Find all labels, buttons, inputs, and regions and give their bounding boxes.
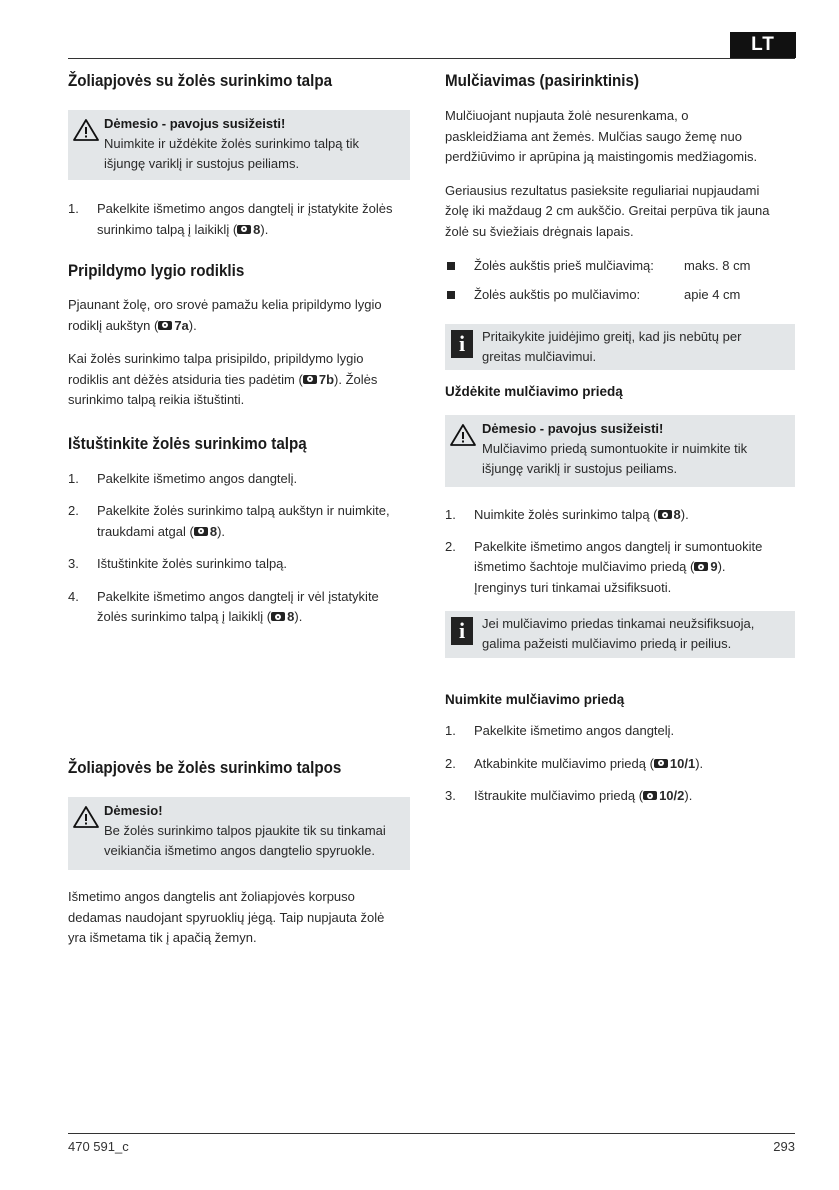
list-item: Žolės aukštis po mulčiavimo: apie 4 cm — [445, 285, 795, 306]
info-box-lock: i Jei mulčiavimo priedas tinkamai neužsifiksuoja, galima pažeisti mulčiavimo priedą ir peilius. — [445, 611, 795, 658]
camera-reference-icon — [271, 612, 285, 621]
camera-reference-icon — [303, 375, 317, 384]
warning-text-line: Be žolės surinkimo talpos pjaukite tik su tinkamai — [104, 823, 386, 838]
left-column — [68, 70, 410, 628]
info-icon: i — [451, 330, 473, 358]
section-heading-fill-indicator: Pripildymo lygio rodiklis — [68, 262, 245, 280]
camera-reference-icon — [158, 321, 172, 330]
list-item: 1. Nuimkite žolės surinkimo talpą ( 8). — [445, 507, 689, 522]
attach-steps — [445, 505, 795, 598]
warning-icon — [72, 805, 100, 829]
list-item: 3. Ištraukite mulčiavimo priedą ( 10/2). — [445, 788, 693, 803]
paragraph: Kai žolės surinkimo talpa prisipildo, pripildymo lygio rodiklis ant dėžės atsiduria ties padėtim ( 7b). Žolės surinkimo talpą reikia ištuštinti. — [68, 351, 378, 407]
camera-reference-icon — [654, 759, 668, 768]
grass-height-list — [445, 256, 795, 305]
list-item: 2. Pakelkite išmetimo angos dangtelį ir sumontuokite išmetimo šachtoje mulčiavimo priedą ( 9). Įrenginys turi tinkamai užsifiksuoti. — [445, 538, 763, 595]
warning-title: Dėmesio! — [104, 803, 163, 818]
list-item: 1. Pakelkite išmetimo angos dangtelį. — [445, 723, 675, 738]
list-item: 3. Ištuštinkite žolės surinkimo talpą. — [68, 556, 288, 571]
list-item: 4. Pakelkite išmetimo angos dangtelį ir vėl įstatykite žolės surinkimo talpą į laikiklį ( 8). — [68, 588, 379, 624]
section-heading-empty-collector: Ištuštinkite žolės surinkimo talpą — [68, 434, 307, 453]
warning-icon — [449, 423, 477, 447]
warning-text-line: Mulčiavimo priedą sumontuokite ir nuimkite tik — [482, 441, 748, 456]
document-id: 470 591_c — [68, 1139, 129, 1154]
info-icon: i — [451, 617, 473, 645]
language-tag: LT — [730, 32, 796, 58]
square-bullet-icon — [447, 291, 455, 299]
paragraph: Pjaunant žolę, oro srovė pamažu kelia pripildymo lygio rodiklį aukštyn ( 7a). — [68, 297, 382, 333]
warning-box-injury — [445, 415, 795, 487]
warning-text-line: išjungę variklį ir sustojus peiliams. — [482, 461, 678, 476]
warning-text-line: išjungę variklį ir sustojus peiliams. — [104, 156, 300, 171]
list-item: 2. Pakelkite žolės surinkimo talpą aukštyn ir nuimkite, traukdami atgal ( 8). — [68, 503, 390, 539]
page-number: 293 — [773, 1139, 795, 1154]
camera-reference-icon — [643, 791, 657, 800]
list-item: 1. Pakelkite išmetimo angos dangtelį. — [68, 470, 298, 486]
section-heading-without-collector: Žoliapjovės be žolės surinkimo talpos — [68, 759, 342, 777]
mount-steps — [68, 199, 410, 240]
list-item: 2. Atkabinkite mulčiavimo priedą ( 10/1). — [445, 755, 704, 771]
warning-text-line: Nuimkite ir uždėkite žolės surinkimo talpą tik — [104, 136, 360, 151]
info-box-speed: i Pritaikykite juidėjimo greitį, kad jis nebūtų per greitas mulčiavimui. — [445, 324, 795, 370]
subheading-attach-mulch: Uždėkite mulčiavimo priedą — [445, 384, 623, 399]
camera-reference-icon — [194, 527, 208, 536]
paragraph: Geriausius rezultatus pasieksite reguliariai nupjaudami žolę iki maždaug 2 cm aukščio. Greitai perpūva tik jauna žolė su šviežiais drėgnais lapais. — [445, 182, 770, 239]
warning-icon — [72, 118, 100, 142]
paragraph: Mulčiuojant nupjauta žolė nesurenkama, o paskleidžiama ant žemės. Mulčias saugo žemę nuo perdžiūvimo ir aprūpina ją maistingomis medžiagomis. — [445, 108, 758, 164]
header-rule — [68, 58, 795, 59]
warning-text-line: veikiančia išmetimo angos dangtelio spyruokle. — [104, 843, 375, 858]
warning-title: Dėmesio - pavojus susižeisti! — [482, 421, 664, 436]
camera-reference-icon — [237, 225, 251, 234]
subheading-remove-mulch: Nuimkite mulčiavimo priedą — [445, 692, 625, 707]
section-heading-mulching: Mulčiavimas (pasirinktinis) — [445, 72, 640, 90]
warning-box-attention — [68, 797, 410, 870]
left-column-lower — [68, 757, 410, 949]
right-column — [445, 70, 795, 807]
paragraph: Išmetimo angos dangtelis ant žoliapjovės korpuso dedamas naudojant spyruoklių jėgą. Taip nupjauta žolė yra išmetama tik į apačią žemyn. — [68, 889, 385, 945]
warning-title: Dėmesio - pavojus susižeisti! — [104, 116, 286, 131]
list-item: 1. Pakelkite išmetimo angos dangtelį ir įstatykite žolės surinkimo talpą į laikiklį ( 8). — [68, 201, 393, 237]
camera-reference-icon — [658, 510, 672, 519]
square-bullet-icon — [447, 262, 455, 270]
empty-steps — [68, 469, 410, 628]
list-item: Žolės aukštis prieš mulčiavimą: maks. 8 cm — [445, 256, 795, 277]
camera-reference-icon — [694, 562, 708, 571]
section-heading-with-collector: Žoliapjovės su žolės surinkimo talpa — [68, 72, 333, 90]
remove-steps — [445, 721, 795, 807]
footer-rule — [68, 1133, 795, 1134]
warning-box-injury — [68, 110, 410, 180]
